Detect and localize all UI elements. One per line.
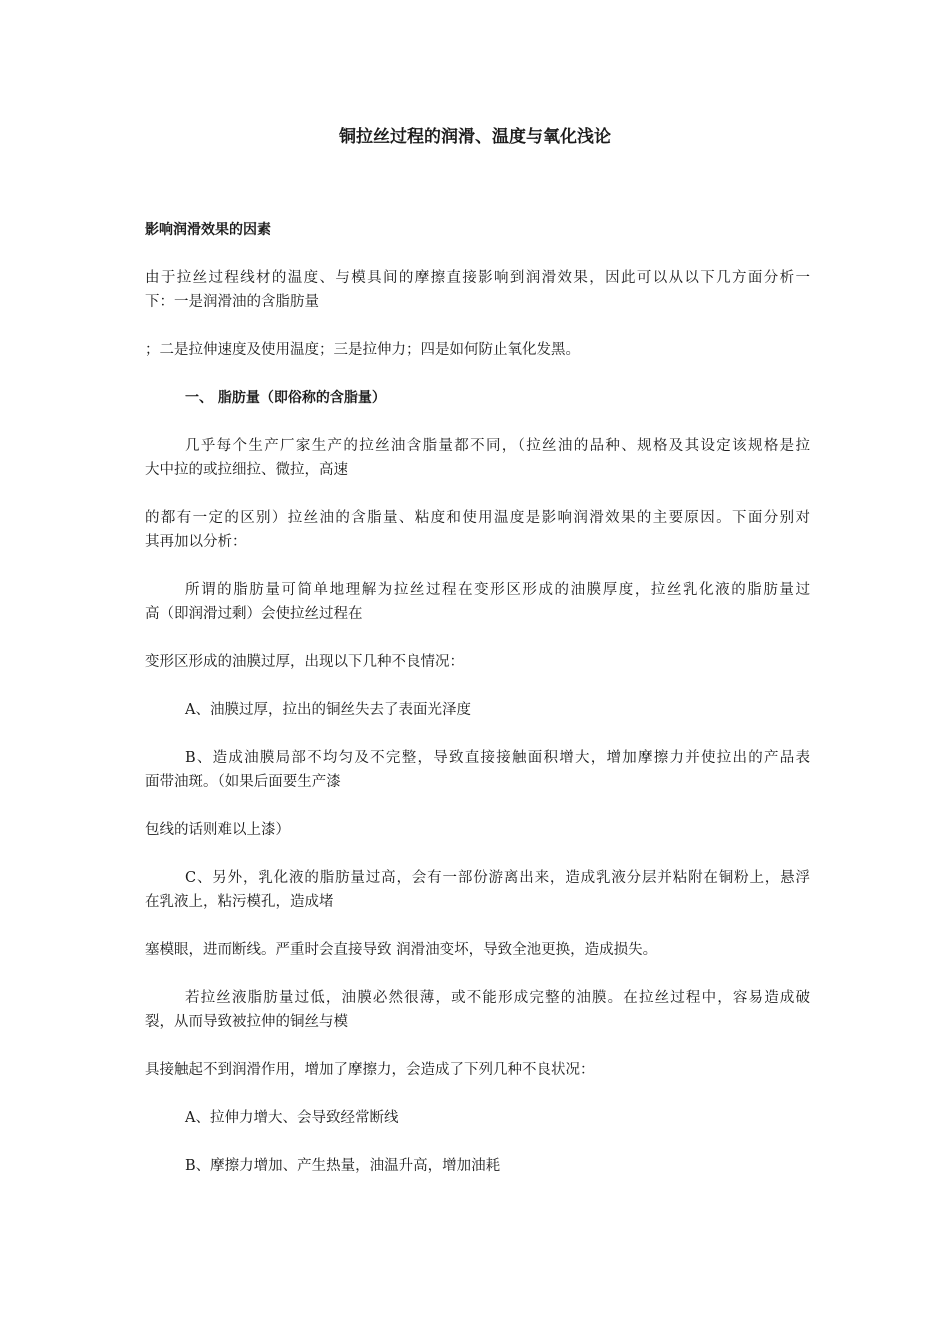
paragraph-2-line-3: 变形区形成的油膜过厚，出现以下几种不良情况： (145, 654, 464, 670)
paragraph-3-line-1: 若拉丝液脂肪量过低，油膜必然很薄，或不能形成完整的油膜。在拉丝过程中，容易造成破 (185, 990, 810, 1006)
paragraph-1-line-2: 大中拉的或拉细拉、微拉，高速 (145, 462, 348, 478)
paragraph-1-line-1: 几乎每个生产厂家生产的拉丝油含脂量都不同，（拉丝油的品种、规格及其设定该规格是拉 (185, 438, 810, 454)
list-item-b-1-line-2: 面带油斑。（如果后面要生产漆 (145, 774, 341, 790)
subheading-fat-content: 一、 脂肪量（即俗称的含脂量） (185, 390, 386, 406)
list-item-b-1-line-3: 包线的话则难以上漆） (145, 822, 290, 838)
paragraph-3-line-2: 裂，从而导致被拉伸的铜丝与模 (145, 1014, 348, 1030)
section-heading: 影响润滑效果的因素 (145, 222, 271, 238)
list-item-a-2: A、拉伸力增大、会导致经常断线 (185, 1110, 399, 1126)
document-title: 铜拉丝过程的润滑、温度与氧化浅论 (339, 127, 611, 147)
paragraph-1-line-3: 的都有一定的区别）拉丝油的含脂量、粘度和使用温度是影响润滑效果的主要原因。下面分别对 (145, 510, 810, 526)
list-item-a-1: A、油膜过厚，拉出的铜丝失去了表面光泽度 (185, 702, 471, 718)
list-item-c-1-line-1: C、另外，乳化液的脂肪量过高，会有一部份游离出来，造成乳液分层并粘附在铜粉上，悬浮 (185, 870, 810, 886)
list-item-b-2: B、摩擦力增加、产生热量，油温升高，增加油耗 (185, 1158, 501, 1174)
paragraph-2-line-2: 高（即润滑过剩）会使拉丝过程在 (145, 606, 363, 622)
intro-line-3: ；二是拉伸速度及使用温度；三是拉伸力；四是如何防止氧化发黑。 (145, 342, 580, 358)
list-item-c-1-line-3: 塞模眼，进而断线。严重时会直接导致 润滑油变坏，导致全池更换，造成损失。 (145, 942, 658, 958)
paragraph-2-line-1: 所谓的脂肪量可简单地理解为拉丝过程在变形区形成的油膜厚度，拉丝乳化液的脂肪量过 (185, 582, 810, 598)
intro-line-2: 下：一是润滑油的含脂肪量 (145, 294, 319, 310)
intro-line-1: 由于拉丝过程线材的温度、与模具间的摩擦直接影响到润滑效果，因此可以从以下几方面分析一 (145, 270, 810, 286)
list-item-c-1-line-2: 在乳液上，粘污模孔，造成堵 (145, 894, 334, 910)
list-item-b-1-line-1: B、造成油膜局部不均匀及不完整，导致直接接触面积增大，增加摩擦力并使拉出的产品表 (185, 750, 810, 766)
paragraph-3-line-3: 具接触起不到润滑作用，增加了摩擦力，会造成了下列几种不良状况： (145, 1062, 595, 1078)
paragraph-1-line-4: 其再加以分析： (145, 534, 247, 550)
